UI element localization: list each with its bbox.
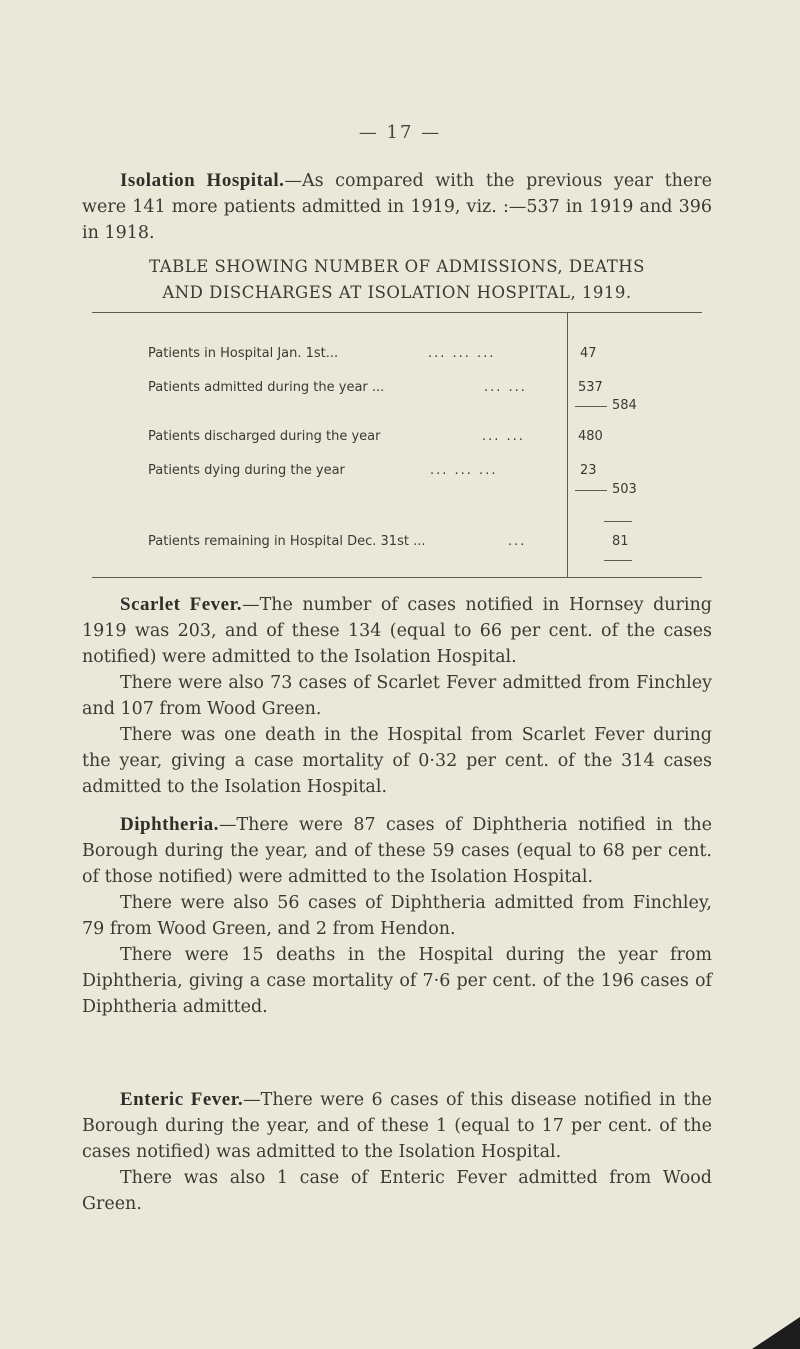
- row-label: Patients remaining in Hospital Dec. 31st ...: [148, 534, 426, 549]
- total-bottom-rule: [604, 560, 632, 561]
- enteric-fever-paragraph-1: Enteric Fever.—There were 6 cases of this disease notified in the Borough during the year, and of these 1 (equal to 17 per cent. of the cases notified) was admitted to the Isolation Hospital.: [82, 1089, 713, 1162]
- isolation-hospital-paragraph: [82, 168, 712, 246]
- row-value: 537: [578, 380, 603, 395]
- row-label: Patients admitted during the year ...: [148, 380, 385, 395]
- row-leader-dots: ... ... ...: [428, 346, 496, 361]
- table-title-line2: AND DISCHARGES AT ISOLATION HOSPITAL, 1919.: [162, 283, 632, 302]
- scarlet-fever-section: [82, 592, 712, 800]
- row-value: 47: [580, 346, 597, 361]
- table-bottom-rule: [92, 577, 702, 578]
- row-label: Patients dying during the year: [148, 463, 345, 478]
- row-value: 81: [612, 534, 629, 549]
- page-corner-shadow: [752, 1317, 800, 1349]
- total-top-rule: [604, 521, 632, 522]
- isolation-hospital-heading: Isolation Hospital.: [120, 170, 285, 191]
- row-value: 480: [578, 429, 603, 444]
- table-column-divider: [567, 312, 568, 578]
- row-label: Patients in Hospital Jan. 1st...: [148, 346, 339, 361]
- enteric-fever-paragraph-2: There was also 1 case of Enteric Fever admitted from Wood Green.: [82, 1168, 712, 1214]
- subtotal-rule: [575, 406, 607, 407]
- scarlet-fever-paragraph-2: There were also 73 cases of Scarlet Fever admitted from Finchley and 107 from Wood Green.: [82, 673, 712, 719]
- table-top-rule: [92, 312, 702, 313]
- row-leader-dots: ... ... ...: [430, 463, 498, 478]
- row-leader-dots: ... ...: [484, 380, 527, 395]
- diphtheria-heading: Diphtheria.: [120, 814, 219, 835]
- enteric-fever-section: [82, 1087, 712, 1217]
- diphtheria-paragraph-3: There were 15 deaths in the Hospital during the year from Diphtheria, giving a case mortality of 7·6 per cent. of the 196 cases of Diphtheria admitted.: [82, 945, 712, 1017]
- table-title: [82, 254, 712, 306]
- row-leader-dots: ... ...: [482, 429, 525, 444]
- diphtheria-section: [82, 812, 712, 1020]
- scarlet-fever-paragraph-3: There was one death in the Hospital from Scarlet Fever during the year, giving a case mortality of 0·32 per cent. of the 314 cases admitted to the Isolation Hospital.: [82, 725, 712, 797]
- scarlet-fever-heading: Scarlet Fever.: [120, 594, 243, 615]
- row-label: Patients discharged during the year: [148, 429, 381, 444]
- subtotal-rule: [575, 490, 607, 491]
- row-leader-dots: ...: [508, 534, 527, 549]
- isolation-hospital-text: —As compared with the previous year there were 141 more patients admitted in 1919, viz. :—537 in 1919 and 396 in 1918.: [82, 171, 712, 243]
- row-subtotal: 584: [612, 398, 637, 413]
- row-subtotal: 503: [612, 482, 637, 497]
- page-number: — 17 —: [358, 122, 442, 143]
- scarlet-fever-paragraph-1: Scarlet Fever.—The number of cases notified in Hornsey during 1919 was 203, and of these 134 (equal to 66 per cent. of the cases notified) were admitted to the Isolation Hospital.: [82, 594, 712, 667]
- row-value: 23: [580, 463, 597, 478]
- diphtheria-paragraph-2: There were also 56 cases of Diphtheria admitted from Finchley, 79 from Wood Green, and 2 from Hendon.: [82, 893, 712, 939]
- diphtheria-paragraph-1: Diphtheria.—There were 87 cases of Diphtheria notified in the Borough during the year, and of these 59 cases (equal to 68 per cent. of those notified) were admitted to the Isolation Hospital.: [82, 814, 712, 887]
- table-title-line1: TABLE SHOWING NUMBER OF ADMISSIONS, DEATHS: [149, 257, 645, 276]
- enteric-fever-heading: Enteric Fever.: [120, 1089, 244, 1110]
